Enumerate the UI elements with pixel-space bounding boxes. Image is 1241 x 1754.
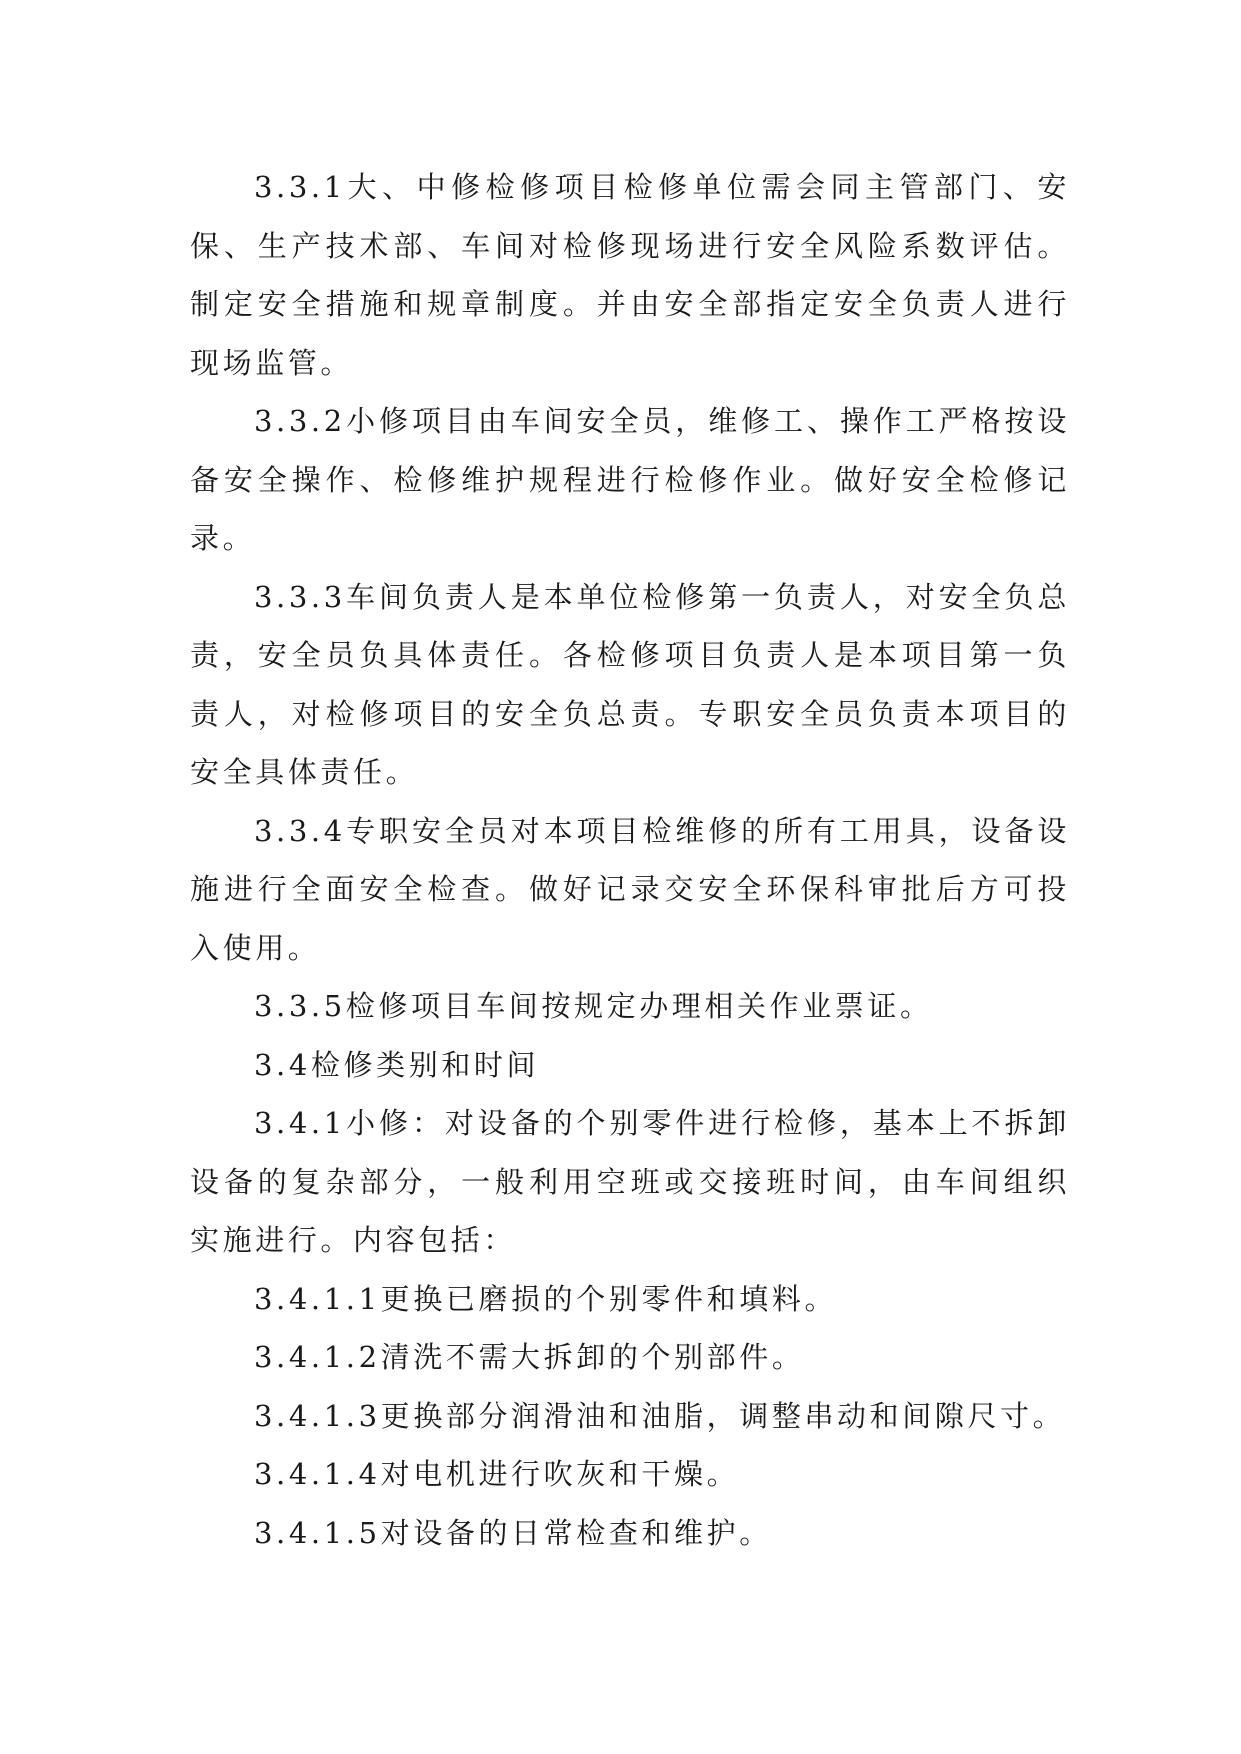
paragraph-3-3-1: 3.3.1大、中修检修项目检修单位需会同主管部门、安保、生产技术部、车间对检修现场进行安全风险系数评估。制定安全措施和规章制度。并由安全部指定安全负责人进行现场监管。 — [190, 170, 1070, 380]
paragraph-3-3-2: 3.3.2小修项目由车间安全员，维修工、操作工严格按设备安全操作、检修维护规程进行检修作业。做好安全检修记录。 — [190, 404, 1070, 555]
paragraph-3-4-1-4: 3.4.1.4对电机进行吹灰和干燥。 — [254, 1457, 740, 1491]
paragraph-3-4-1-5: 3.4.1.5对设备的日常检查和维护。 — [254, 1515, 772, 1550]
paragraph-3-3-5: 3.3.5检修项目车间按规定办理相关作业票证。 — [254, 989, 933, 1023]
paragraph-3-4-1-3: 3.4.1.3更换部分润滑油和油脂，调整串动和间隙尺寸。 — [254, 1398, 1066, 1433]
paragraph-3-4-1: 3.4.1小修：对设备的个别零件进行检修，基本上不拆卸设备的复杂部分，一般利用空班或交接班时间，由车间组织实施进行。内容包括： — [190, 1106, 1070, 1257]
paragraph-3-3-4: 3.3.4专职安全员对本项目检维修的所有工用具，设备设施进行全面安全检查。做好记录交安全环保科审批后方可投入使用。 — [190, 813, 1070, 965]
document-body — [190, 158, 1070, 1562]
paragraph-3-4-1-1: 3.4.1.1更换已磨损的个别零件和填料。 — [254, 1281, 838, 1316]
paragraph-3-3-3: 3.3.3车间负责人是本单位检修第一负责人，对安全负总责，安全员负具体责任。各检修项目负责人是本项目第一负责人，对检修项目的安全负总责。专职安全员负责本项目的安全具体责任。 — [190, 579, 1070, 789]
paragraph-3-4-1-2: 3.4.1.2清洗不需大拆卸的个别部件。 — [254, 1340, 805, 1374]
section-heading-3-4: 3.4检修类别和时间 — [254, 1047, 540, 1082]
